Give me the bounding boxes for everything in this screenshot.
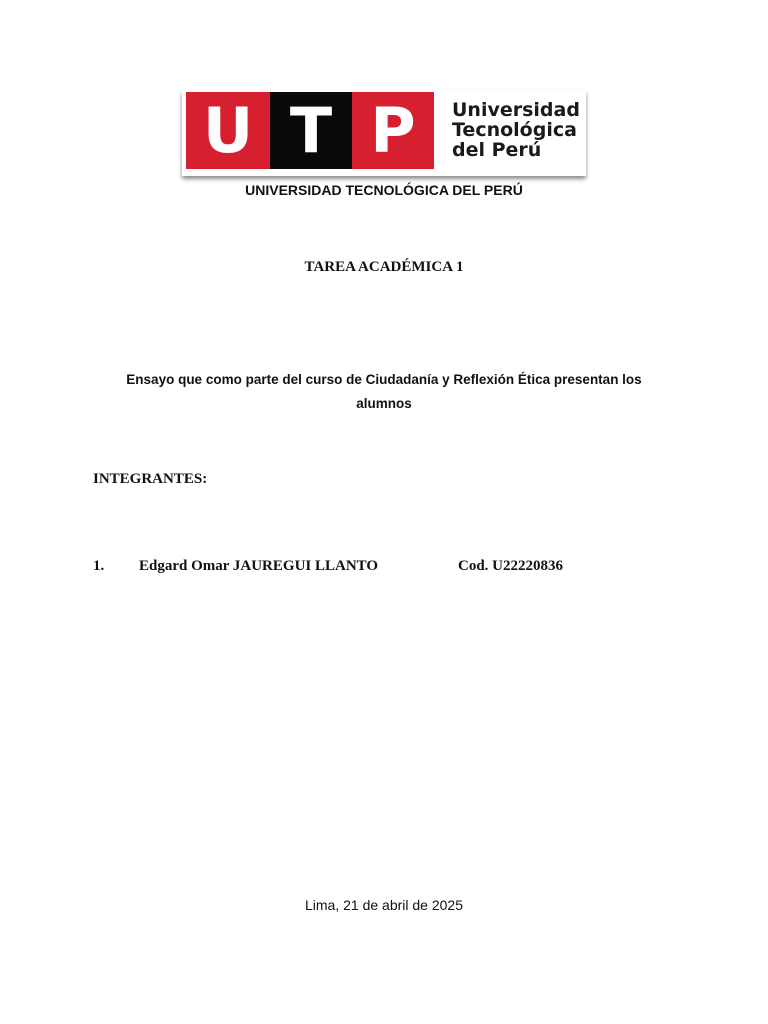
logo-wordmark [452,100,580,160]
assignment-description: Ensayo que como parte del curso de Ciudadanía y Reflexión Ética presentan los alumnos [126,372,642,411]
member-row [93,558,653,578]
logo-wordmark-line: Universidad [452,99,580,121]
logo-wordmark-line: del Perú [452,139,542,161]
member-number: 1. [93,558,105,574]
members-heading: INTEGRANTES: [93,471,208,487]
university-name: UNIVERSIDAD TECNOLÓGICA DEL PERÚ [245,182,523,198]
place-date: Lima, 21 de abril de 2025 [305,897,463,913]
logo-block-t [270,92,352,169]
logo-wordmark-line: Tecnológica [452,119,577,141]
logo-block-p [352,92,434,169]
logo-block-u [186,92,270,169]
member-code: Cod. U22220836 [458,558,564,574]
logo-letter-t: T [289,94,333,167]
logo-letter-p: P [370,94,416,167]
logo-letter-u: U [202,94,254,167]
utp-logo [182,90,586,176]
member-name: Edgard Omar JAUREGUI LLANTO [139,558,379,574]
assignment-title: TAREA ACADÉMICA 1 [304,259,464,275]
